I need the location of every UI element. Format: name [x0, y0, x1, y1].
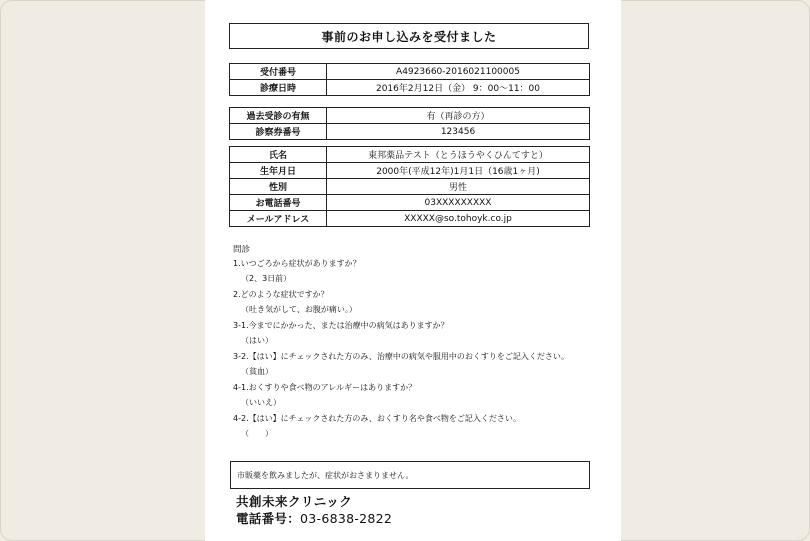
field-value: 2016年2月12日（金） 9：00～11：00: [327, 80, 590, 96]
table-row: [230, 147, 590, 163]
question-item: [233, 258, 593, 285]
question-item: [233, 320, 593, 347]
field-label: 受付番号: [230, 64, 327, 80]
field-label: 過去受診の有無: [230, 108, 327, 124]
table-row: [230, 163, 590, 179]
field-value: A4923660-2016021100005: [327, 64, 590, 80]
field-label: 生年月日: [230, 163, 327, 179]
reception-table: [229, 63, 590, 96]
question-answer: （吐き気がして、お腹が痛い。）: [241, 305, 357, 314]
field-label: お電話番号: [230, 195, 327, 211]
clinic-phone-number: 03-6838-2822: [300, 511, 393, 526]
table-row: [230, 179, 590, 195]
table-row: [230, 64, 590, 80]
question-answer: （ ）: [241, 429, 273, 438]
questionnaire-heading: 問診: [233, 245, 251, 255]
field-label: 氏名: [230, 147, 327, 163]
table-row: [230, 211, 590, 227]
questionnaire: [233, 244, 593, 444]
table-row: [230, 195, 590, 211]
question-text: 1.いつごろから症状がありますか？: [233, 259, 361, 268]
patient-info-table: [229, 146, 590, 227]
field-value: 東邦薬品テスト（とうほうやくひんてすと）: [327, 147, 590, 163]
question-answer: （貧血）: [241, 367, 273, 376]
field-value: 男性: [327, 179, 590, 195]
clinic-phone-label: 電話番号：: [236, 511, 301, 526]
table-row: [230, 80, 590, 96]
question-item: [233, 351, 593, 378]
question-text: 4-1.おくすりや食べ物のアレルギーはありますか？: [233, 383, 417, 392]
question-item: [233, 382, 593, 409]
question-answer: （いいえ）: [241, 398, 281, 407]
question-answer: （はい）: [241, 336, 273, 345]
question-answer: （2、3日前）: [241, 274, 292, 283]
clinic-name: 共創未来クリニック: [236, 494, 353, 509]
question-text: 3-1.今までにかかった、または治療中の病気はありますか？: [233, 321, 449, 330]
question-item: [233, 289, 593, 316]
question-item: [233, 413, 593, 440]
field-value: 有（再診の方）: [327, 108, 590, 124]
table-row: [230, 108, 590, 124]
field-value: 03XXXXXXXXX: [327, 195, 590, 211]
field-value: 2000年(平成12年)1月1日（16歳1ヶ月): [327, 163, 590, 179]
field-label: 診察券番号: [230, 124, 327, 140]
clinic-phone: [236, 509, 392, 527]
table-row: [230, 124, 590, 140]
field-label: 診療日時: [230, 80, 327, 96]
field-value: XXXXX@so.tohoyk.co.jp: [327, 211, 590, 227]
field-label: メールアドレス: [230, 211, 327, 227]
question-text: 4-2.【はい】にチェックされた方のみ、おくすり名や食べ物をご記入ください。: [233, 414, 521, 423]
note-text: 市販薬を飲みましたが、症状がおさまりません。: [237, 470, 414, 480]
visit-history-table: [229, 107, 590, 140]
note-box: [230, 461, 590, 489]
field-label: 性別: [230, 179, 327, 195]
question-text: 3-2.【はい】にチェックされた方のみ、治療中の病気や服用中のおくすりをご記入ください。: [233, 352, 569, 361]
question-text: 2.どのような症状ですか？: [233, 290, 329, 299]
page-title: 事前のお申し込みを受付ました: [229, 23, 589, 49]
field-value: 123456: [327, 124, 590, 140]
